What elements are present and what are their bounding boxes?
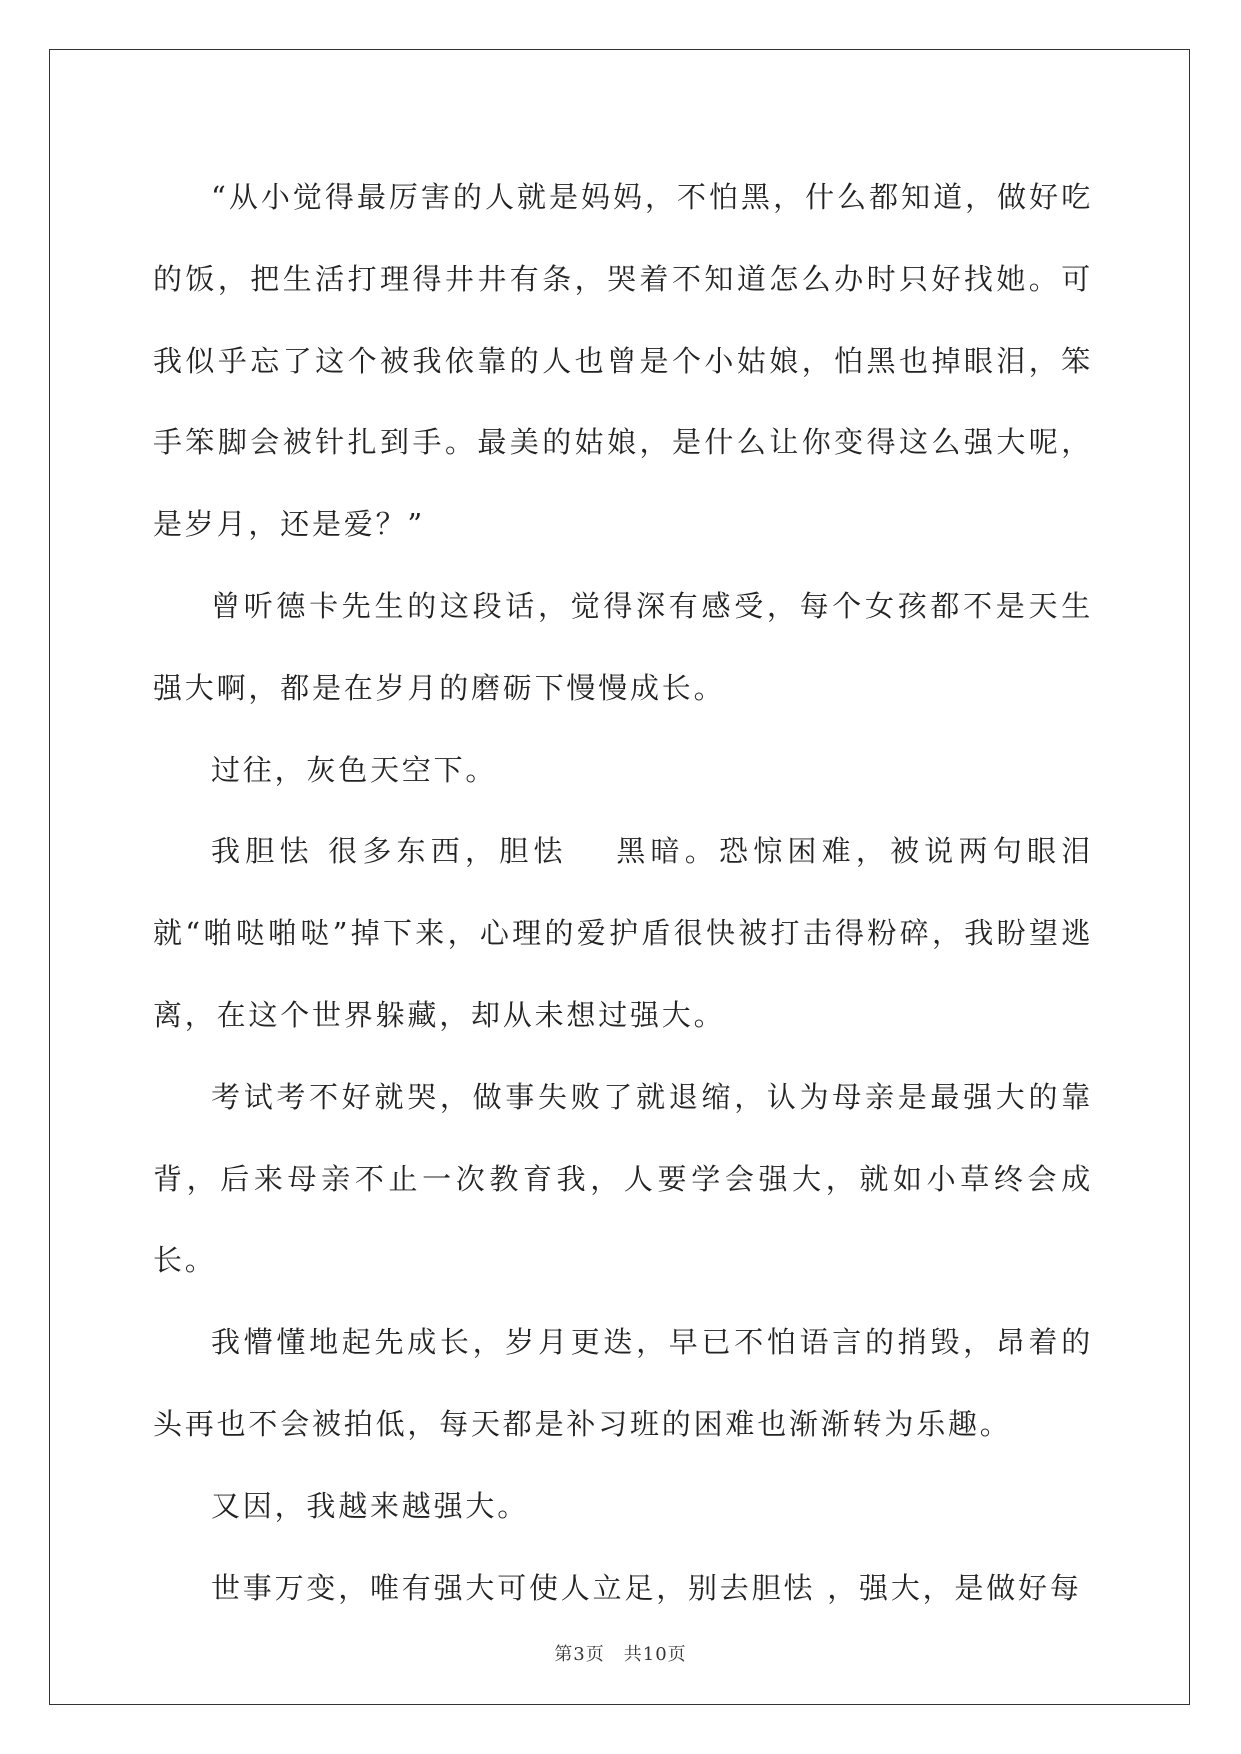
paragraph: 世事万变，唯有强大可使人立足，别去胆怯 ，强大，是做好每 bbox=[211, 1570, 1082, 1605]
document-body bbox=[153, 157, 1093, 1629]
page-number-footer: 第3页 共10页 bbox=[554, 1644, 687, 1665]
paragraph: 过往，灰色天空下。 bbox=[211, 752, 498, 787]
paragraph: 我懵懂地起先成长，岁月更迭，早已不怕语言的捎毁，昂着的头再也不会被拍低，每天都是补习班的困难也渐渐转为乐趣。 bbox=[153, 1325, 1093, 1441]
paragraph: 考试考不好就哭，做事失败了就退缩，认为母亲是最强大的靠背，后来母亲不止一次教育我，人要学会强大，就如小草终会成长。 bbox=[153, 1079, 1093, 1278]
paragraph: 曾听德卡先生的这段话，觉得深有感受，每个女孩都不是天生强大啊，都是在岁月的磨砺下慢慢成长。 bbox=[153, 588, 1093, 705]
paragraph: 又因，我越来越强大。 bbox=[211, 1488, 530, 1523]
paragraph: “从小觉得最厉害的人就是妈妈，不怕黑，什么都知道，做好吃的饭，把生活打理得井井有条，哭着不知道怎么办时只好找她。可我似乎忘了这个被我依靠的人也曾是个小姑娘，怕黑也掉眼泪，笨手笨脚会被针扎到手。最美的姑娘，是什么让你变得这么强大呢，是岁月，还是爱？” bbox=[153, 180, 1093, 542]
paragraph: 我胆怯 很多东西，胆怯 黑暗。恐惊困难，被说两句眼泪就“啪哒啪哒”掉下来，心理的爱护盾很快被打击得粉碎，我盼望逃离，在这个世界躲藏，却从未想过强大。 bbox=[153, 834, 1093, 1032]
